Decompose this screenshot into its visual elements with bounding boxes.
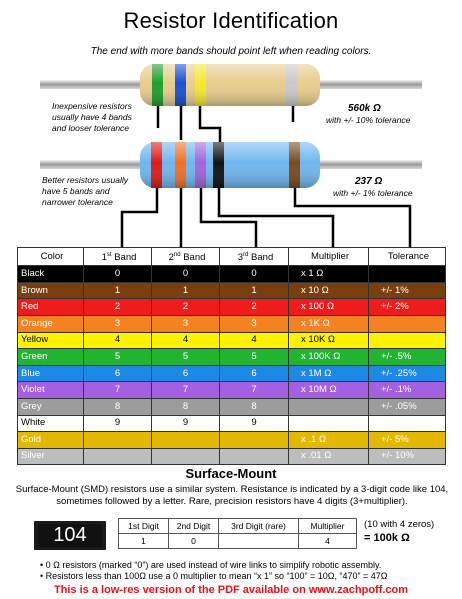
band1-cell: 2 [84,299,152,316]
multiplier-cell: x .1 Ω [289,432,369,449]
smd-digit-value-row [119,534,357,549]
table-row [18,365,446,382]
band3-cell: 3 [220,315,289,332]
resistor5-shade [140,142,320,188]
band1-cell: 1 [84,282,152,299]
smd-header-digit1: 1st Digit [119,519,169,534]
tolerance-cell [369,415,446,432]
band2-cell: 7 [152,382,220,399]
table-row [18,448,446,465]
color-name-cell: Violet [18,382,84,399]
multiplier-cell: x .01 Ω [289,448,369,465]
resistor4-value: 560k Ω [348,103,381,114]
smd-result: = 100k Ω [364,532,410,544]
tolerance-cell: +/- .05% [369,398,446,415]
tolerance-cell: +/- 1% [369,282,446,299]
smd-header-multiplier: Multiplier [299,519,357,534]
tolerance-cell [369,315,446,332]
color-name-cell: Black [18,266,84,283]
band2-cell: 9 [152,415,220,432]
resistor5-value: 237 Ω [355,176,383,187]
resistor5-note-line: Better resistors usually [42,175,128,185]
resistor4-note-line: usually have 4 bands [52,112,132,122]
color-name-cell: Grey [18,398,84,415]
tolerance-cell: +/- 2% [369,299,446,316]
resistor4-note-line: Inexpensive resistors [52,101,132,111]
band1-cell: 4 [84,332,152,349]
band1-cell: 5 [84,349,152,366]
bullet-item: • Resistors less than 100Ω use a 0 multiplier to mean “x 1” so “100” = 10Ω, “470” = 47Ω [40,571,388,581]
color-name-cell: Green [18,349,84,366]
smd-header-digit3: 3rd Digit (rare) [219,519,299,534]
color-name-cell: Silver [18,448,84,465]
tolerance-cell [369,332,446,349]
band2-cell: 0 [152,266,220,283]
multiplier-cell: x 1M Ω [289,365,369,382]
band3-cell: 1 [220,282,289,299]
table-row [18,266,446,283]
smd-value-multiplier: 4 [299,534,357,549]
table-row [18,432,446,449]
band2-cell: 8 [152,398,220,415]
smd-digit-table [118,518,357,549]
band3-cell: 5 [220,349,289,366]
resistor5-note-line: narrower tolerance [42,197,113,207]
multiplier-cell [289,415,369,432]
band2-cell: 2 [152,299,220,316]
table-row [18,415,446,432]
band1-cell: 8 [84,398,152,415]
band1-cell: 6 [84,365,152,382]
resistor4-shade [140,64,320,106]
header-multiplier: Multiplier [289,248,369,266]
table-row [18,398,446,415]
page-subtitle: The end with more bands should point left when reading colors. [90,46,372,57]
header-band3 [220,248,289,266]
header-band3-num: 3 [237,252,244,264]
multiplier-cell: x 10M Ω [289,382,369,399]
multiplier-cell: x 1 Ω [289,266,369,283]
header-tolerance: Tolerance [369,248,446,266]
bullet-item: • 0 Ω resistors (marked “0”) are used instead of wire links to simplify robotic assembly. [40,560,382,570]
band2-cell: 3 [152,315,220,332]
header-band1-suffix: st [106,252,112,258]
header-band-word: Band [114,252,137,264]
tolerance-cell: +/- 5% [369,432,446,449]
header-band-word: Band [183,252,206,264]
table-row [18,349,446,366]
band2-cell: 4 [152,332,220,349]
color-name-cell: Gold [18,432,84,449]
tolerance-cell: +/- 10% [369,448,446,465]
color-code-table [17,247,446,465]
table-row [18,282,446,299]
header-band2-num: 2 [168,252,174,264]
header-band3-suffix: rd [243,252,249,258]
resistor4-leaders [158,106,293,142]
header-band1 [84,248,152,266]
header-color: Color [18,248,84,266]
band1-cell: 0 [84,266,152,283]
color-name-cell: Blue [18,365,84,382]
table-row [18,332,446,349]
band3-cell: 4 [220,332,289,349]
color-name-cell: Red [18,299,84,316]
color-name-cell: Orange [18,315,84,332]
smd-value-digit2: 0 [169,534,219,549]
table-row [18,315,446,332]
resistor4-note [52,101,132,134]
header-band2-suffix: nd [173,252,181,258]
multiplier-cell: x 100K Ω [289,349,369,366]
multiplier-cell: x 10K Ω [289,332,369,349]
smt-title: Surface-Mount [185,466,277,481]
resistor5-tolerance: with +/- 1% tolerance [333,188,413,198]
multiplier-cell: x 100 Ω [289,299,369,316]
band2-cell [152,432,220,449]
multiplier-cell: x 10 Ω [289,282,369,299]
resistor4-tolerance: with +/- 10% tolerance [326,115,411,125]
resistor5-note-line: have 5 bands and [42,186,110,196]
band1-cell [84,448,152,465]
band1-cell: 3 [84,315,152,332]
band1-cell: 7 [84,382,152,399]
header-band1-num: 1 [101,252,107,264]
smd-zeros-note: (10 with 4 zeros) [364,519,435,530]
resistor5-note [42,175,128,208]
band2-cell: 6 [152,365,220,382]
header-band-word: Band [251,252,274,264]
color-name-cell: White [18,415,84,432]
band3-cell: 6 [220,365,289,382]
table-row [18,382,446,399]
smd-value-digit3 [219,534,299,549]
footer-notice: This is a low-res version of the PDF available on www.zachpoff.com [53,584,409,596]
page-title: Resistor Identification [123,8,339,33]
header-band2 [152,248,220,266]
smd-header-digit2: 2nd Digit [169,519,219,534]
band3-cell [220,448,289,465]
multiplier-cell [289,398,369,415]
band3-cell: 7 [220,382,289,399]
band1-cell [84,432,152,449]
band3-cell: 8 [220,398,289,415]
band1-cell: 9 [84,415,152,432]
tolerance-cell [369,266,446,283]
tolerance-cell: +/- .5% [369,349,446,366]
smt-description: Surface-Mount (SMD) resistors use a similar system. Resistance is indicated by a 3-digit code like 104, sometimes followed by a letter. Rare, precision resistors have 4 digits (3+multiplier). [15,484,449,507]
tolerance-cell: +/- .25% [369,365,446,382]
band2-cell [152,448,220,465]
multiplier-cell: x 1K Ω [289,315,369,332]
band2-cell: 5 [152,349,220,366]
band3-cell: 2 [220,299,289,316]
smd-digit-header-row [119,519,357,534]
color-name-cell: Yellow [18,332,84,349]
band3-cell: 0 [220,266,289,283]
table-header-row [18,248,446,266]
tolerance-cell: +/- .1% [369,382,446,399]
table-row [18,299,446,316]
band3-cell: 9 [220,415,289,432]
band2-cell: 1 [152,282,220,299]
band3-cell [220,432,289,449]
smd-chip-code: 104 [38,524,102,547]
smd-value-digit1: 1 [119,534,169,549]
color-name-cell: Brown [18,282,84,299]
resistor4-note-line: and looser tolerance [52,123,130,133]
